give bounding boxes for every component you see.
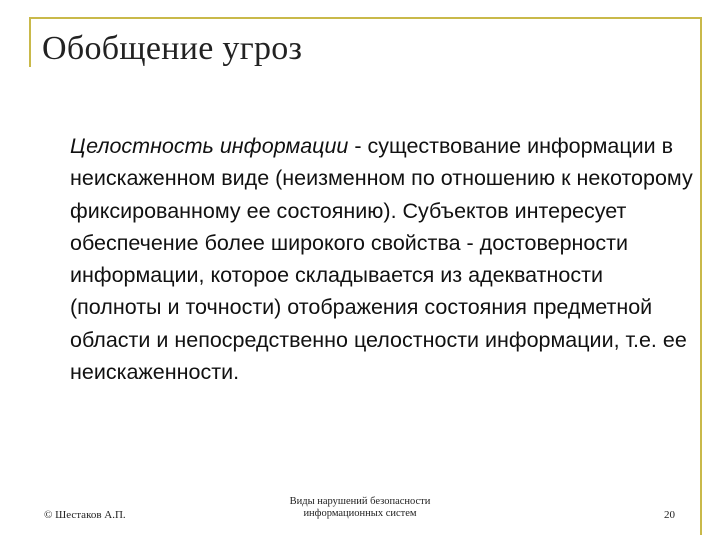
slide-body bbox=[70, 130, 696, 388]
footer-topic-line2: информационных систем bbox=[303, 508, 417, 519]
frame-left-line bbox=[29, 17, 31, 67]
footer-topic bbox=[255, 496, 465, 520]
frame-top-line bbox=[29, 17, 702, 19]
page-number: 20 bbox=[664, 509, 675, 521]
footer-topic-line1: Виды нарушений безопасности bbox=[289, 496, 431, 507]
body-term: Целостность информации bbox=[70, 134, 349, 158]
frame-right-line bbox=[700, 17, 702, 535]
footer-author: © Шестаков А.П. bbox=[44, 509, 126, 521]
slide-title: Обобщение угроз bbox=[42, 30, 303, 67]
body-definition: - существование информации в неискаженном виде (неизменном по отношению к некоторому фиксированному ее состоянию). Субъектов интересует обеспечение более широкого свойства - достоверности информации, которое складывается из адекватности (полноты и точности) отображения состояния предметной области и непосредственно целостности информации, т.е. ее неискаженности. bbox=[70, 134, 693, 385]
